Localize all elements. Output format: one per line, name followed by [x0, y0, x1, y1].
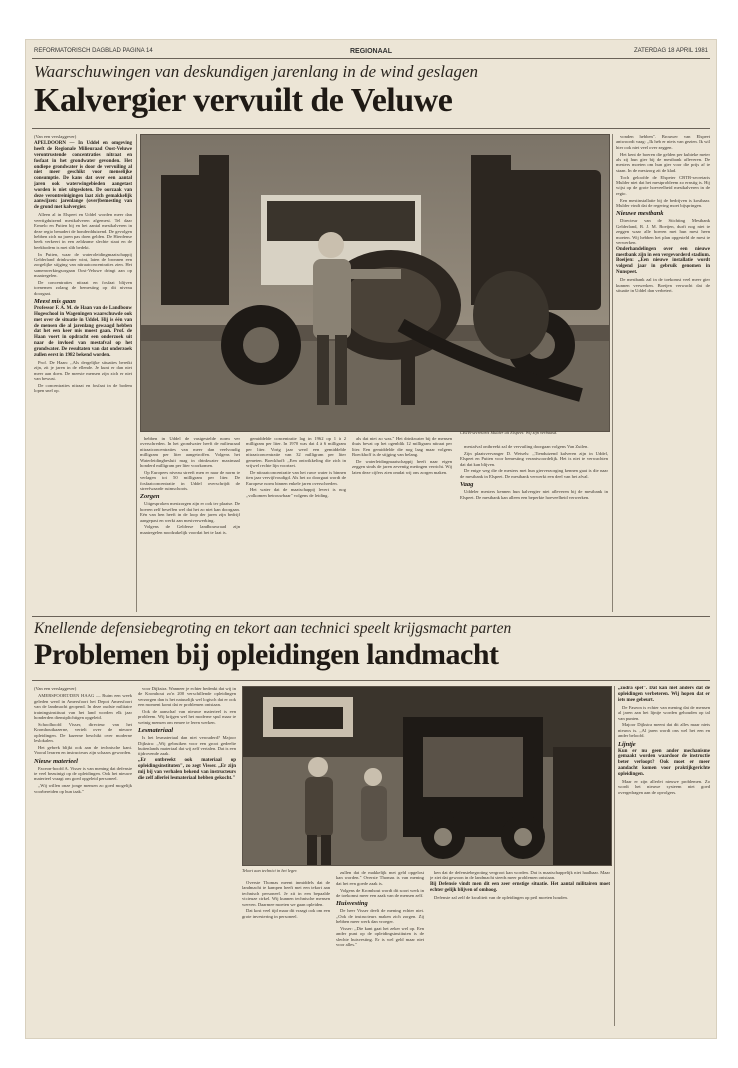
newspaper-page	[26, 40, 716, 1038]
article-lead: APELDOORN — In Uddel en omgeving heeft de Regionale Milieuraad Oost-Veluwe verontrustende concentraties nitraat en fosfaat in het grondwater gevonden. Het ondiepe grondwater is door de vervuiling al niet meer geschikt voor menselijke consumptie. De kans dat over een aantal jaren ook waterwingebieden aangetast worden is niet uitgesloten. De oorzaak van deze verontreinigingen laat zich gemakkelijk aanwijzen: jarenlange (over)bemesting van de grond met kalvergier.	[34, 141, 132, 211]
article1-column-4	[246, 436, 346, 612]
paragraph: Defensie zal zelf de kwaliteit van de opleidingen op peil moeten houden.	[434, 895, 568, 901]
paragraph: Het gebrek blijkt ook aan de technische kant. Vooral leraren en instructeurs zijn schaars geworden.	[34, 744, 132, 756]
article2-column-5	[430, 870, 610, 1026]
paragraph: mestafval ontbreekt zal de vervuiling doorgaan volgens Van Zuilen.	[464, 444, 589, 449]
paragraph: Het water dat de maatschappij levert is nog ,,volkomen betrouwbaar" volgens de leiding.	[246, 487, 346, 498]
article1-photo-caption: CBTB-secretaris Mulder uit Elspeet: Wij zijn verbaasd.	[460, 430, 558, 435]
soldiers-at-vehicle-illustration	[243, 687, 611, 865]
paragraph: als dat niet zo was." Het drinkwater bij de mensen thuis bevat op het ogenblik 12 milligram nitraat per liter. Een gemiddelde die nog laag maar volgens Boeckhoff is de stijging van belang.	[352, 436, 452, 458]
article1-headline: Kalvergier vervuilt de Veluwe	[34, 82, 453, 119]
paragraph: Kun er nu geen ander mechanisme gemaakt worden waardoor de instructie beter verloopt? Ook moet er meer aandacht komen voor praktijkgerichte opleidingen.	[618, 748, 710, 777]
paragraph: Bij Defensie vindt men dit een zeer ernstige situatie. Het aantal militairen moet echter gelijk blijven of omhoog.	[430, 882, 610, 893]
page-header-date: ZATERDAG 18 APRIL 1981	[633, 48, 708, 54]
article1-column-5	[352, 436, 452, 612]
column-divider	[612, 134, 613, 612]
paragraph: zullen dat de makkelijk met geld opgelost kan worden." Overste Thomas is van mening dat het een goede zaak is.	[336, 870, 424, 886]
paragraph: Majoor Dijkstra meent dat dit alles maar niets nieuws is. ,,Al jaren wordt ons wel het een en ander beloofd.	[618, 722, 710, 739]
byline: (Van een verslaggever)	[34, 134, 77, 139]
subheading: Vaag	[460, 481, 474, 489]
paragraph: Een mestinstallatie bij de bedrijven is kostbaar. Mulder vindt dat de regering moet bijspringen.	[616, 197, 710, 209]
article-separator	[32, 616, 710, 617]
paragraph: Dat kost veel tijd maar dit vraagt ook om een grote investering in personeel.	[242, 908, 330, 919]
article2-column-1	[34, 686, 132, 1026]
paragraph: vonden hebben". Brouwer van Elspeet antwoordt vaag: ,,Ik heb er niets van gezien. Ik wil hier ook niet veel over zeggen.	[616, 134, 710, 150]
paragraph: De waterleidingmaatschappij heeft naar eigen zeggen sinds de jaren zeventig metingen verricht. Wij laten deze cijfers zien omdat wij ons zorgen maken.	[352, 459, 452, 475]
subheading: Meest mis gaan	[34, 298, 76, 306]
paragraph: In Putten, waar de wateroleidingmaatschappij Gelderland drinkwater wint, laten de bronnen een zorgelijke stijging van nitraatconcentraties zien. Het samenwerkingsorgaan Oost-Veluwe dringt aan op maatregelen.	[34, 251, 132, 279]
paragraph: ,,Er ontbreekt ook materiaal op opleidingsinstituten", zo zegt Visser. ,,Er zijn mij bij van verhalen bekend van instructeurs die zelf allerlei lesmateriaal hebben gekocht."	[138, 758, 236, 781]
paragraph: Het kent de boeren die gelden per kubieke meter als zij hun gier bij de mestbank afleveren. De mesters moeten om hun gier voor die prijs af te staan. In de mestzorg zit de klad.	[616, 151, 710, 173]
subheading: Huisvesting	[336, 900, 368, 908]
paragraph: De concentraties nitraat en fosfaat in de bodem lopen snel op.	[34, 382, 132, 394]
paragraph: Toch geloofde de Elspeter CBTB-secretaris Mulder niet dat het mestprobleem zo ernstig is. Hij wijst op de grote hoeveelheid mestkalveren in de regio.	[616, 174, 710, 196]
paragraph: Alleen al in Elspeet en Uddel worden meer dan veertigduizend mestkalveren afgemest. Tel daar Ermelo en Putten bij en het aantal mestkalveren in deze regio benadert de honderdduizend. De gevolgen hebben zich na jaren pas doen gelden. De Hierdense beek verkeert in een zeldzame slechte staat en de beekbodem is met slib bedekt.	[34, 212, 132, 250]
article1-rule	[32, 128, 710, 129]
paragraph: De heer Visser deelt de mening echter niet. ,,Ook de instructeurs maken zich zorgen. Zij hebben meer werk dan vroeger.	[336, 908, 424, 925]
paragraph: Volgens de Gelderse landbouwraad zijn maatregelen noodzakelijk voordat het te laat is.	[140, 524, 240, 535]
article2-column-6	[618, 686, 710, 1026]
article2-kicker: Knellende defensiebegroting en tekort aan technici speelt krijgsmacht parten	[34, 620, 512, 637]
paragraph: voor Dijkstra. Wanneer je echter bedenkt dat wij in de Kromhout zo'n 200 verschillende opleidingen verzorgen dan is het natuurlijk wel logisch dat er ook een moment komt dat er problemen ontstaan.	[138, 686, 236, 708]
paragraph: De nitraatconcentratie van het ruwe water is binnen tien jaar vervijfvoudigd. Als het zo doorgaat wordt de Europese norm binnen enkele jaren overschreden.	[246, 469, 346, 486]
subheading: Lesmateriaal	[138, 727, 174, 735]
paragraph: ken dat de defensiebegroting vergroot kan worden. Dat is maatschappelijk niet haalbaar. Maar je ziet dat gewoon in de landmacht steeds meer problemen ontstaan.	[430, 870, 610, 881]
paragraph: Ook de aanschaf van nieuwe materieel is een probleem. Wij krijgen wel het moderne spul maar te weinig mensen om ermee te leren werken.	[138, 709, 236, 725]
article2-headline: Problemen bij opleidingen landmacht	[34, 638, 499, 671]
paragraph: Schoolhoofd Visser, directeur van het Kromhoutkazerne, vertelt over de nieuwe opleidingen. De kazerne beschikt over moderne leslokalen.	[34, 721, 132, 744]
paragraph: De mestbank zal in de toekomst veel meer gier kunnen verwerken. Boeijen verwacht dat de situatie in Uddel dan verbetert.	[616, 277, 710, 294]
paragraph: Volgens de Kromhout wordt dit soort werk in de toekomst meer een zaak van de mensen zelf.	[336, 887, 424, 899]
paragraph: hebben in Uddel de vastgestelde norm ver overschreden. In het grondwater heeft de milieuraad nitraatconcentraties van meer dan veelvoudig milligram per liter aangetroffen. Volgens het Waterleidingbesluit mag in drinkwater maximaal honderd milligram per liter voorkomen.	[140, 436, 240, 469]
article2-photo	[242, 686, 612, 866]
paragraph: De concentraties nitraat en fosfaat blijven toenemen zolang de bemesting op dit niveau doorgaat.	[34, 280, 132, 296]
paragraph: AMERSFOORT/DEN HAAG — Ruim een week geleden werd in Amersfoort het Depot Amersfoort van de landmacht geopend. In deze oudste militaire trainingsinstituut van het land worden elk jaar honderden dienstplichtigen opgeleid.	[34, 693, 132, 721]
subheading: Lijntje	[618, 740, 636, 748]
paragraph: Prof. De Haan: ,,Als dergelijke situaties bereikt zijn, zit je jaren in de ellende. Je kunt er dan niet meer aan doen. De meeste mensen zijn zich er niet van bewust.	[34, 359, 132, 382]
article2-photo-caption: Tekort aan technici in het leger.	[242, 868, 298, 873]
paragraph: Faceon-hoofd A. Visser is van mening dat defensie te veel bezuinigt op de opleidingen. Ook het nieuwe materieel vraagt om goed opgeleid personeel.	[34, 765, 132, 782]
page-header-left: REFORMATORISCH DAGBLAD PAGINA 14	[34, 48, 153, 54]
article1-column-1	[34, 134, 132, 612]
paragraph: Professor F. A. M. de Haan van de Landbouw Hogeschool in Wageningen waarschuwde ook met over de situatie in Uddel. Hij is één van de mensen die al jarenlang gewaagd hebben dat het een keer mis moest gaan. Prof. de Haan voert in opdracht een onderzoek uit naar de invloed van mestafval op het grondwater. De resultaten van dat onderzoek zullen eerst in 1982 bekend worden.	[34, 306, 132, 358]
paragraph: ,,zodra spel". Dat kan niet anders dat de opleidingen verbeteren. Wij hopen dat er iets mee gebeurt.	[618, 686, 710, 703]
subheading: Zorgen	[140, 493, 160, 501]
paragraph: Op Europees niveau streeft men er naar de norm te verlagen tot 50 milligram per liter. De fosfaatconcentratie in Uddel overschrijdt de streefwaarde ruimschoots.	[140, 469, 240, 492]
paragraph: Maar er zijn allerlei nieuwe problemen. Zo wordt het nieuwe systeem niet goed overgedragen aan de opvolgers.	[618, 778, 710, 795]
byline: (Van een verslaggever)	[34, 686, 77, 691]
paragraph: De enige weg die de mesters met hun gierverzorging kennen gaat is die naar de mestbank in Elspeet. De mestbank verwerkt een deel van het afval.	[460, 468, 608, 479]
article2-rule	[32, 680, 710, 681]
article2-column-3	[242, 880, 330, 1026]
paragraph: Directeur van de Stichting Mestbank Gelderland, B. J. M. Boeijen, durft nog niet te zeggen waar alle boeren met hun mest heen moeten. Wij hebben het plan opgesteld de mest te verwerken.	[616, 218, 710, 246]
page-header-section: REGIONAAL	[350, 48, 392, 55]
paragraph: Uitgesproken mestzorgen zijn er ook ter plaatse. De boeren zelf beseffen wel dat het zo niet kan doorgaan. Eén van hen heeft in de loop der jaren zijn bedrijf aangepast en werkt aan mestverwerking.	[140, 501, 240, 523]
paragraph: De Faseon is echter van mening dat de mensen al jaren aan het lijntje worden gehouden op tal van punten.	[618, 704, 710, 721]
article1-column-3	[140, 436, 240, 612]
article1-column-6	[460, 444, 608, 612]
subheading: Nieuwe mestbank	[616, 210, 664, 218]
paragraph: ,,Wij willen onze jonge mensen zo goed mogelijk voorbereiden op hun taak."	[34, 783, 132, 794]
column-divider	[614, 686, 615, 1026]
paragraph: gemiddelde concentratie lag in 1962 op 1 à 2 milligram per liter. In 1970 was dat 4 à 6 milligram per liter. Vorig jaar werd een gemiddelde nitraatconcentratie van 32 milligram per liter gemeten. Boeckhoff: ,,Een ontwikkeling die zich in vrijwel rechte lijn voortzet.	[246, 436, 346, 469]
article2-column-2	[138, 686, 236, 1026]
paragraph: Zijn plaatsvervanger D. Wetsels: ,,Tienduizend kalveren zijn in Uddel, Elspeet en Putten voor bemesting verantwoordelijk. Het is niet te verwachten dat dat kan blijven.	[460, 450, 608, 467]
header-rule	[32, 58, 710, 59]
paragraph: Uddeler mesters kennen hun kalvergier niet afleveren bij de mestbank in Elspeet. De mestbank kan alleen een beperkte hoeveelheid verwerken.	[460, 489, 608, 500]
paragraph: Overste Thomas meent inmiddels dat de landmacht te kampen heeft met een tekort aan technisch personeel. Je zit in een bepaalde vicieuze cirkel. Wij kunnen technische mensen werven. Daarmee moeten we gaan opleiden.	[242, 880, 330, 907]
paragraph: Visser: ,,Die kant gaat het zeker wel op. Een ander punt op de opleidingsinstituten is de slechte huisvesting. Er is wel geld maar niet voor alles."	[336, 926, 424, 948]
farmer-with-tractor-illustration	[141, 135, 609, 431]
paragraph: Is het lesmateriaal dan niet verouderd? Majoor Dijkstra: ,,Wij gebruiken voor een groot gedeelte buitenlands materiaal dat wij zelf vertalen. Dat is een tijdrovende zaak.	[138, 735, 236, 757]
subheading: Nieuw materieel	[34, 757, 78, 765]
paragraph: Onderhandelingen over een nieuwe mestbank zijn in een vergevorderd stadium. Boeijen: ,,Een nieuwe installatie wordt volgend jaar in gebruik genomen in Nunspeet.	[616, 246, 710, 276]
article1-photo	[140, 134, 610, 432]
article1-kicker: Waarschuwingen van deskundigen jarenlang in de wind geslagen	[34, 62, 478, 81]
article2-column-4	[336, 870, 424, 1026]
column-divider	[136, 134, 137, 612]
article1-column-7	[616, 134, 710, 612]
